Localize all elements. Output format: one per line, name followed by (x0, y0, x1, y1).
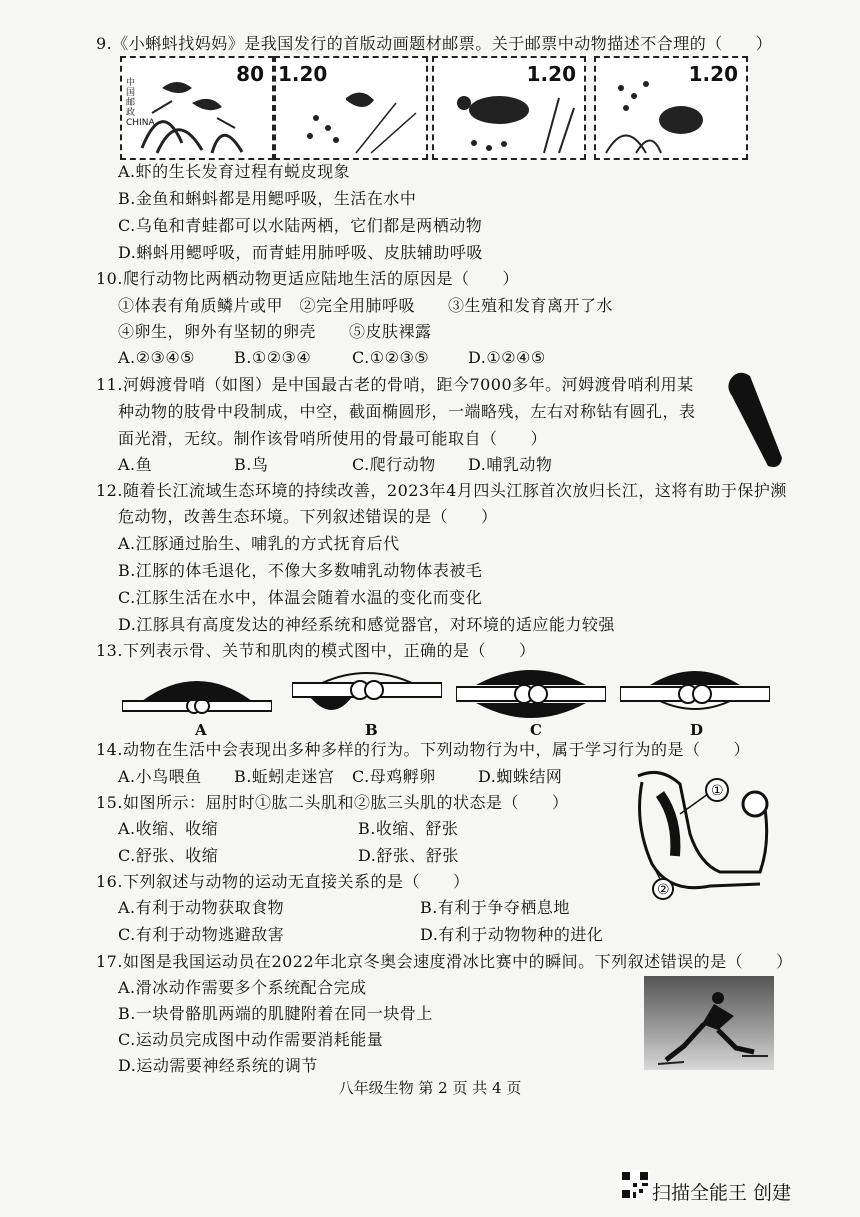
bone-whistle-figure (718, 366, 788, 472)
q12-option-c: C.江豚生活在水中，体温会随着水温的变化而变化 (118, 588, 483, 607)
q16-stem: 16.下列叙述与动物的运动无直接关系的是（ ） (96, 872, 470, 891)
q17-option-d: D.运动需要神经系统的调节 (118, 1056, 318, 1075)
joint-diagram-d (620, 665, 770, 725)
q9-option-b: B.金鱼和蝌蚪都是用鳃呼吸，生活在水中 (118, 189, 417, 208)
q11-option-c: C.爬行动物 (352, 455, 436, 474)
q14-option-b: B.蚯蚓走迷宫 (234, 767, 335, 786)
frog-drawing-icon (596, 58, 746, 158)
q15-option-b: B.收缩、舒张 (358, 819, 459, 838)
q9-option-d: D.蝌蚪用鳃呼吸，而青蛙用肺呼吸、皮肤辅助呼吸 (118, 243, 483, 262)
shrimp-drawing-icon (122, 58, 272, 158)
stamp-country: 中国邮政CHINA (126, 78, 155, 128)
q14-option-a: A.小鸟喂鱼 (118, 767, 202, 786)
q11-option-a: A.鱼 (118, 455, 153, 474)
q10-option-c: C.①②③⑤ (352, 348, 430, 367)
q14-stem: 14.动物在生活中会表现出多种多样的行为。下列动物行为中，属于学习行为的是（ ） (96, 740, 750, 759)
q17-option-c: C.运动员完成图中动作需要消耗能量 (118, 1030, 384, 1049)
q14-option-d: D.蜘蛛结网 (478, 767, 563, 786)
q11-stem-line1: 11.河姆渡骨哨（如图）是中国最古老的骨哨，距今7000多年。河姆渡骨哨利用某 (96, 375, 694, 394)
q11-stem-line2: 种动物的肢骨中段制成，中空，截面椭圆形，一端略残，左右对称钻有圆孔，表 (118, 402, 696, 421)
q14-option-c: C.母鸡孵卵 (352, 767, 436, 786)
q12-option-d: D.江豚具有高度发达的神经系统和感觉器官，对环境的适应能力较强 (118, 615, 615, 634)
muscle-label-1: ① (711, 783, 724, 799)
q10-items-row2: ④卵生，卵外有坚韧的卵壳 ⑤皮肤裸露 (118, 322, 432, 341)
q12-option-a: A.江豚通过胎生、哺乳的方式抚育后代 (118, 534, 400, 553)
qr-code-icon (620, 1170, 650, 1200)
q10-option-d: D.①②④⑤ (468, 348, 546, 367)
q13-stem: 13.下列表示骨、关节和肌肉的模式图中，正确的是（ ） (96, 641, 536, 660)
q15-option-c: C.舒张、收缩 (118, 846, 219, 865)
goldfish-drawing-icon (276, 58, 426, 158)
q11-stem-line3: 面光滑，无纹。制作该骨哨所使用的骨最可能取自（ ） (118, 429, 548, 448)
q12-stem-line2: 危动物，改善生态环境。下列叙述错误的是（ ） (118, 507, 498, 526)
joint-label-c: C (530, 721, 542, 739)
q15-stem: 15.如图所示：屈肘时①肱二头肌和②肱三头肌的状态是（ ） (96, 793, 569, 812)
stamp-value: 1.20 (688, 62, 738, 86)
stamp-value: 80 (236, 62, 264, 86)
q17-stem: 17.如图是我国运动员在2022年北京冬奥会速度滑冰比赛中的瞬间。下列叙述错误的是（ ） (96, 952, 793, 971)
q10-option-b: B.①②③④ (234, 348, 312, 367)
stamp-shrimp (120, 56, 274, 160)
q15-option-a: A.收缩、收缩 (118, 819, 219, 838)
q10-option-a: A.②③④⑤ (118, 348, 196, 367)
q12-stem-line1: 12.随着长江流域生态环境的持续改善，2023年4月四头江豚首次放归长江，这将有助于保护濒 (96, 481, 787, 500)
page-footer: 八年级生物 第 2 页 共 4 页 (338, 1079, 522, 1097)
joint-label-b: B (365, 721, 378, 739)
q12-option-b: B.江豚的体毛退化，不像大多数哺乳动物体表被毛 (118, 561, 483, 580)
stamp-value: 1.20 (278, 62, 328, 86)
q9-stem: 9.《小蝌蚪找妈妈》是我国发行的首版动画题材邮票。关于邮票中动物描述不合理的（ ） (96, 34, 773, 53)
q16-option-d: D.有利于动物物种的进化 (420, 925, 604, 944)
scanner-watermark: 扫描全能王 创建 (652, 1182, 792, 1204)
q17-option-b: B.一块骨骼肌两端的肌腱附着在同一块骨上 (118, 1004, 433, 1023)
stamp-goldfish (274, 56, 428, 160)
stamp-frog (594, 56, 748, 160)
q9-option-c: C.乌龟和青蛙都可以水陆两栖，它们都是两栖动物 (118, 216, 483, 235)
q16-option-b: B.有利于争夺栖息地 (420, 898, 570, 917)
q10-items-row1: ①体表有角质鳞片或甲 ②完全用肺呼吸 ③生殖和发育离开了水 (118, 296, 614, 315)
speed-skater-photo (644, 976, 774, 1070)
joint-label-d: D (690, 721, 704, 739)
q9-option-a: A.虾的生长发育过程有蜕皮现象 (118, 162, 351, 181)
muscle-label-2: ② (657, 882, 670, 898)
q16-option-a: A.有利于动物获取食物 (118, 898, 285, 917)
q15-option-d: D.舒张、舒张 (358, 846, 459, 865)
arm-muscle-figure (620, 764, 790, 904)
q16-option-c: C.有利于动物逃避敌害 (118, 925, 285, 944)
q11-option-d: D.哺乳动物 (468, 455, 553, 474)
joint-diagram-a (122, 665, 272, 725)
joint-diagram-b (292, 665, 442, 725)
joint-diagram-c (456, 665, 606, 725)
joint-label-a: A (195, 721, 207, 739)
q17-option-a: A.滑冰动作需要多个系统配合完成 (118, 978, 367, 997)
q10-stem: 10.爬行动物比两栖动物更适应陆地生活的原因是（ ） (96, 269, 519, 288)
q11-option-b: B.鸟 (234, 455, 269, 474)
stamp-value: 1.20 (526, 62, 576, 86)
turtle-drawing-icon (434, 58, 584, 158)
stamp-turtle (432, 56, 586, 160)
